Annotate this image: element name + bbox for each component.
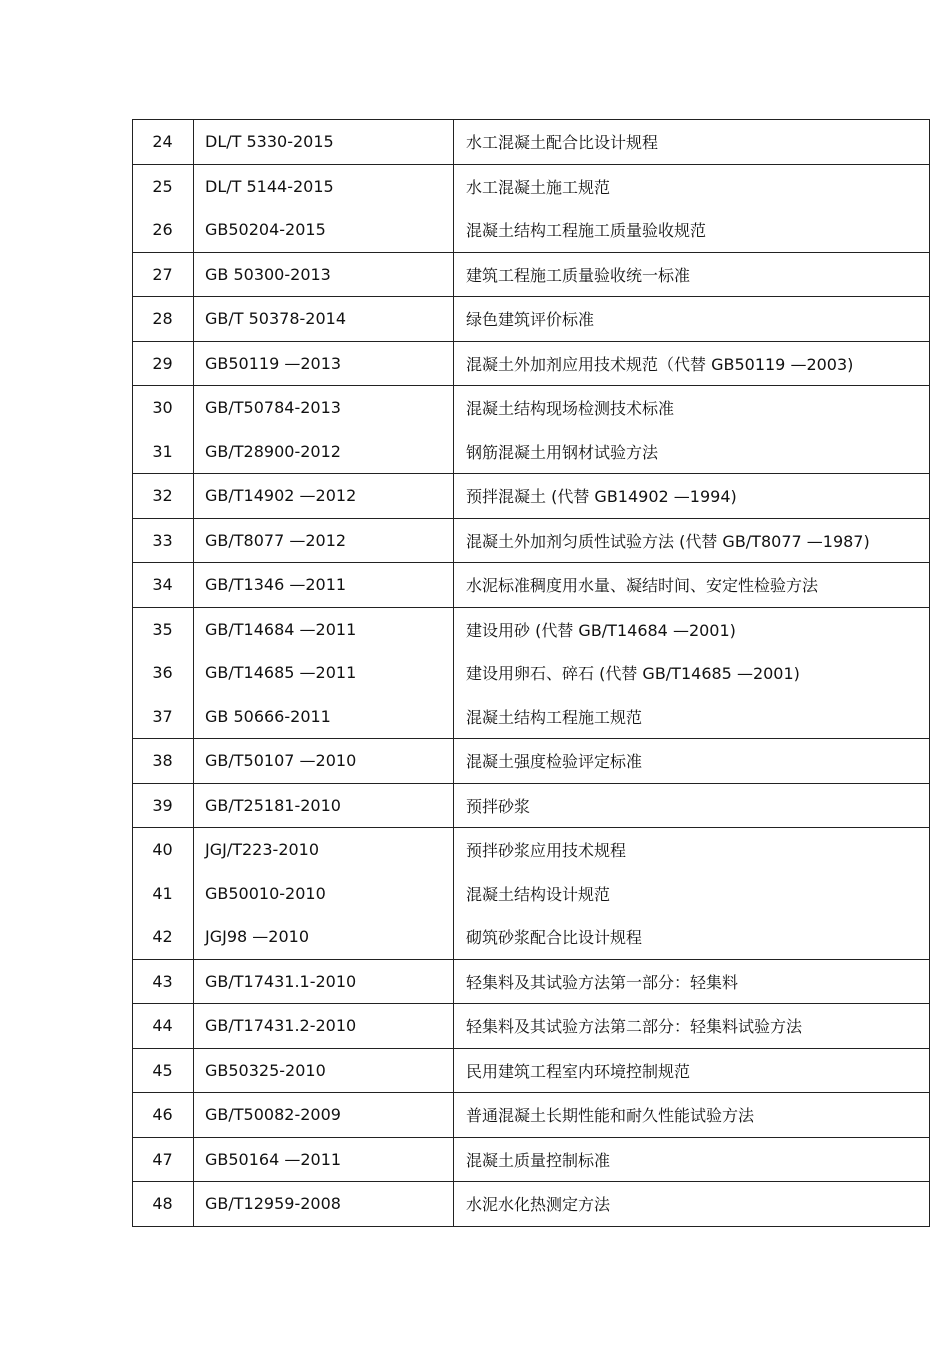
row-number-cell: 34 [133, 563, 194, 608]
row-number-cell: 41 [133, 872, 194, 916]
table-row [133, 164, 930, 208]
row-number-cell: 43 [133, 959, 194, 1004]
standard-title-cell: 水工混凝土施工规范 [454, 164, 930, 208]
row-number-cell: 29 [133, 341, 194, 386]
standard-code-cell: GB/T28900-2012 [194, 430, 454, 474]
row-number-cell: 26 [133, 208, 194, 252]
row-number-cell: 28 [133, 297, 194, 342]
standard-code-cell: GB/T50784-2013 [194, 386, 454, 430]
row-number-cell: 35 [133, 607, 194, 651]
standard-code-cell: GB/T14685 —2011 [194, 651, 454, 695]
standards-table [132, 119, 930, 1227]
table-row [133, 297, 930, 342]
row-number-cell: 36 [133, 651, 194, 695]
standard-title-cell: 预拌砂浆应用技术规程 [454, 828, 930, 872]
table-row [133, 430, 930, 474]
standard-code-cell: GB/T14902 —2012 [194, 474, 454, 519]
table-row [133, 252, 930, 297]
standard-title-cell: 水泥标准稠度用水量、凝结时间、安定性检验方法 [454, 563, 930, 608]
standard-code-cell: GB50325-2010 [194, 1048, 454, 1093]
row-number-cell: 42 [133, 915, 194, 959]
table-row [133, 651, 930, 695]
standard-title-cell: 预拌砂浆 [454, 783, 930, 828]
row-number-cell: 31 [133, 430, 194, 474]
standard-code-cell: GB/T50107 —2010 [194, 739, 454, 784]
standard-code-cell: GB/T 50378-2014 [194, 297, 454, 342]
standard-code-cell: GB50010-2010 [194, 872, 454, 916]
row-number-cell: 40 [133, 828, 194, 872]
table-row [133, 915, 930, 959]
row-number-cell: 27 [133, 252, 194, 297]
row-number-cell: 45 [133, 1048, 194, 1093]
row-number-cell: 30 [133, 386, 194, 430]
row-number-cell: 33 [133, 518, 194, 563]
standard-code-cell: GB/T17431.1-2010 [194, 959, 454, 1004]
row-number-cell: 38 [133, 739, 194, 784]
standard-title-cell: 绿色建筑评价标准 [454, 297, 930, 342]
table-row [133, 828, 930, 872]
standard-code-cell: JGJ98 —2010 [194, 915, 454, 959]
standard-title-cell: 普通混凝土长期性能和耐久性能试验方法 [454, 1093, 930, 1138]
standard-title-cell: 混凝土结构工程施工规范 [454, 695, 930, 739]
table-row [133, 1048, 930, 1093]
row-number-cell: 25 [133, 164, 194, 208]
table-row [133, 1182, 930, 1227]
table-row [133, 695, 930, 739]
standard-code-cell: DL/T 5330-2015 [194, 120, 454, 165]
standard-title-cell: 建筑工程施工质量验收统一标准 [454, 252, 930, 297]
row-number-cell: 24 [133, 120, 194, 165]
standard-title-cell: 建设用砂 (代替 GB/T14684 —2001) [454, 607, 930, 651]
table-row [133, 518, 930, 563]
standard-title-cell: 钢筋混凝土用钢材试验方法 [454, 430, 930, 474]
table-row [133, 563, 930, 608]
standard-code-cell: GB/T14684 —2011 [194, 607, 454, 651]
standard-title-cell: 混凝土结构工程施工质量验收规范 [454, 208, 930, 252]
standard-code-cell: GB/T12959-2008 [194, 1182, 454, 1227]
standard-title-cell: 砌筑砂浆配合比设计规程 [454, 915, 930, 959]
row-number-cell: 44 [133, 1004, 194, 1049]
standard-title-cell: 混凝土结构现场检测技术标准 [454, 386, 930, 430]
table-row [133, 1093, 930, 1138]
standard-code-cell: GB50164 —2011 [194, 1137, 454, 1182]
standard-code-cell: GB/T25181-2010 [194, 783, 454, 828]
standard-title-cell: 混凝土强度检验评定标准 [454, 739, 930, 784]
standard-code-cell: GB 50300-2013 [194, 252, 454, 297]
row-number-cell: 37 [133, 695, 194, 739]
standard-code-cell: GB/T17431.2-2010 [194, 1004, 454, 1049]
table-row [133, 386, 930, 430]
standard-code-cell: GB50119 —2013 [194, 341, 454, 386]
standard-code-cell: GB/T1346 —2011 [194, 563, 454, 608]
standard-code-cell: DL/T 5144-2015 [194, 164, 454, 208]
standard-title-cell: 混凝土外加剂应用技术规范（代替 GB50119 —2003) [454, 341, 930, 386]
standard-code-cell: GB/T50082-2009 [194, 1093, 454, 1138]
row-number-cell: 46 [133, 1093, 194, 1138]
standard-code-cell: GB/T8077 —2012 [194, 518, 454, 563]
table-row [133, 120, 930, 165]
standard-title-cell: 预拌混凝土 (代替 GB14902 —1994) [454, 474, 930, 519]
standard-title-cell: 混凝土质量控制标准 [454, 1137, 930, 1182]
table-row [133, 607, 930, 651]
standards-table-body [133, 120, 930, 1227]
table-row [133, 1137, 930, 1182]
table-row [133, 1004, 930, 1049]
standard-title-cell: 建设用卵石、碎石 (代替 GB/T14685 —2001) [454, 651, 930, 695]
standard-title-cell: 混凝土结构设计规范 [454, 872, 930, 916]
row-number-cell: 32 [133, 474, 194, 519]
table-row [133, 474, 930, 519]
standard-title-cell: 轻集料及其试验方法第一部分：轻集料 [454, 959, 930, 1004]
standard-title-cell: 混凝土外加剂匀质性试验方法 (代替 GB/T8077 —1987) [454, 518, 930, 563]
standard-code-cell: GB 50666-2011 [194, 695, 454, 739]
table-row [133, 872, 930, 916]
table-row [133, 341, 930, 386]
row-number-cell: 39 [133, 783, 194, 828]
standard-title-cell: 水泥水化热测定方法 [454, 1182, 930, 1227]
standard-code-cell: JGJ/T223-2010 [194, 828, 454, 872]
standard-title-cell: 水工混凝土配合比设计规程 [454, 120, 930, 165]
table-row [133, 959, 930, 1004]
table-row [133, 208, 930, 252]
table-row [133, 783, 930, 828]
standard-title-cell: 轻集料及其试验方法第二部分：轻集料试验方法 [454, 1004, 930, 1049]
standard-code-cell: GB50204-2015 [194, 208, 454, 252]
standard-title-cell: 民用建筑工程室内环境控制规范 [454, 1048, 930, 1093]
row-number-cell: 48 [133, 1182, 194, 1227]
row-number-cell: 47 [133, 1137, 194, 1182]
table-row [133, 739, 930, 784]
